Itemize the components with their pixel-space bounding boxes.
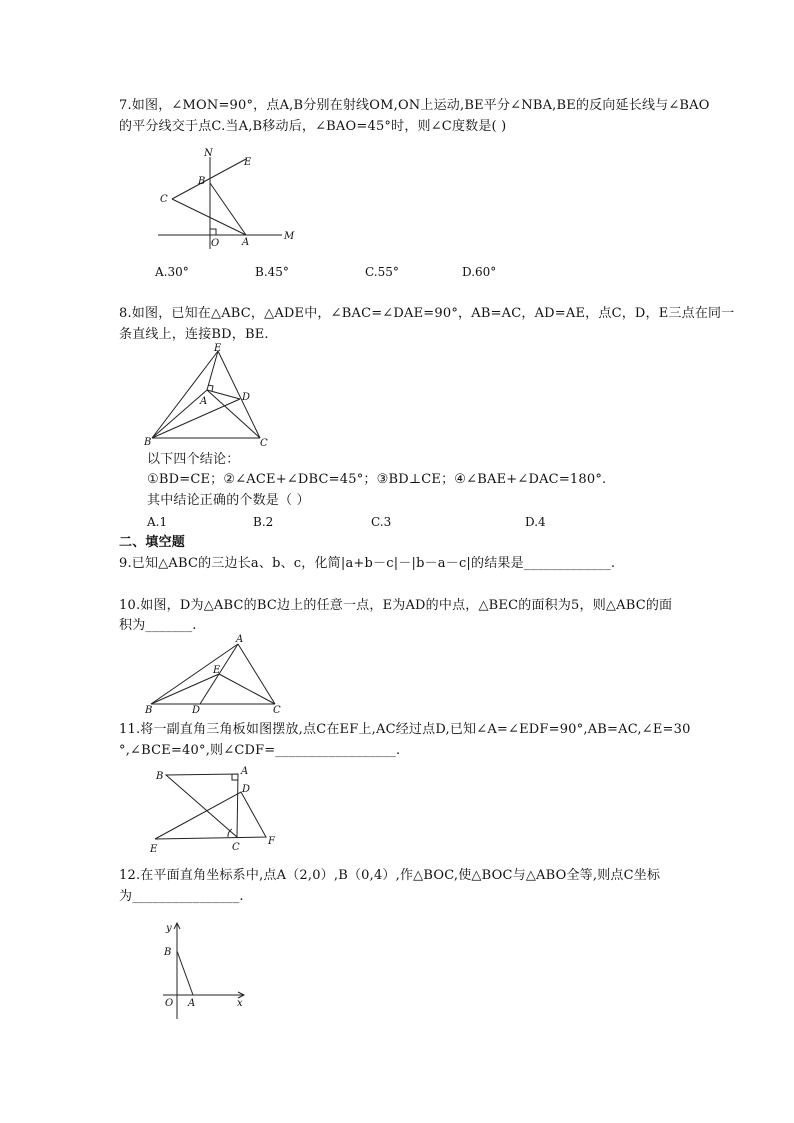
q12-label-x: x [237,998,243,1009]
q11-text-line2: °,∠BCE=40°,则∠CDF=__________________. [119,743,401,758]
q8-option-c[interactable]: C.3 [371,515,392,529]
q7-label-b: B [198,176,206,187]
q8-text-line3: 以下四个结论： [147,452,240,467]
q7-label-m: M [284,231,295,242]
q10-label-d: D [192,705,201,716]
q7-label-o: O [211,238,220,249]
q7-label-a: A [242,237,250,248]
q10-segment-ba [151,644,238,704]
q12-text-line2: 为________________. [119,889,244,904]
q10-label-a: A [236,634,244,645]
q11-label-b: B [156,771,164,782]
q12-label-a: A [188,998,196,1009]
q7-option-a[interactable]: A.30° [155,265,189,279]
q10-segment-ac [238,644,275,704]
q10-segment-be [151,674,219,704]
q8-label-a: A [200,396,208,407]
q11-label-a: A [241,766,249,777]
q8-text-line1: 8.如图，已知在△ABC，△ADE中，∠BAC=∠DAE=90°，AB=AC，AD=AE，点C，D，E三点在同一 [119,306,735,321]
q10-label-b: B [145,705,153,716]
q10-label-c: C [273,705,281,716]
q10-label-e: E [213,665,221,676]
q7-segment-ce [172,159,246,199]
q10-segment-ec [219,674,275,704]
q12-text-line1: 12.在平面直角坐标系中,点A（2,0）,B（0,4）,作△BOC,使△BOC与△ABO全等,则点C坐标 [119,868,661,883]
q11-triangle-edf [155,792,266,839]
q11-label-d: D [242,784,251,795]
q8-text-line2: 条直线上，连接BD，BE. [119,327,269,342]
q12-label-o: O [165,998,174,1009]
q12-figure [157,918,257,1023]
q10-text-line1: 10.如图，D为△ABC的BC边上的任意一点，E为AD的中点，△BEC的面积为5，则△ABC的面 [119,598,673,613]
q9-text-line1: 9.已知△ABC的三边长a、b、c，化简|a+b－c|－|b－a－c|的结果是_____________. [119,556,616,571]
q8-option-b[interactable]: B.2 [253,515,274,529]
q7-right-angle-mark [210,229,216,235]
q12-label-b: B [164,947,172,958]
section-title-fill-in: 二、填空题 [119,535,186,550]
q7-label-n: N [204,148,213,159]
q11-text-line1: 11.将一副直角三角板如图摆放,点C在EF上,AC经过点D,已知∠A=∠EDF=90°,AB=AC,∠E=30 [119,722,691,737]
q7-segment-ca [172,199,246,235]
q8-label-e: E [214,343,222,354]
q11-label-c: C [232,842,240,853]
q12-segment-ba [177,951,193,995]
q7-option-c[interactable]: C.55° [365,265,399,279]
q10-figure [145,634,285,714]
q12-label-y: y [166,923,172,934]
q11-figure [148,765,288,855]
q8-segment-ea [207,351,218,390]
q8-label-b: B [144,437,152,448]
q8-segment-be [152,351,218,438]
q8-label-c: C [260,438,268,449]
q8-segment-bd [152,399,240,438]
q11-label-e: E [150,844,158,855]
q7-text-line2: 的平分线交于点C.当A,B移动后，∠BAO=45°时，则∠C度数是( ) [119,119,507,134]
q7-option-d[interactable]: D.60° [462,265,497,279]
q10-text-line2: 积为_______. [119,618,197,633]
q8-option-a[interactable]: A.1 [147,515,168,529]
q8-text-line5: 其中结论正确的个数是（ ） [147,493,310,508]
q7-segment-ba [210,183,246,235]
q7-label-c: C [160,194,168,205]
q7-figure [150,145,300,250]
q8-option-d[interactable]: D.4 [525,515,546,529]
q7-label-e: E [244,157,252,168]
q7-text-line1: 7.如图，∠MON=90°，点A,B分别在射线OM,ON上运动,BE平分∠NBA,BE的反向延长线与∠BAO [119,98,710,113]
q11-right-angle-mark-a [232,774,238,780]
q8-label-d: D [242,392,251,403]
q8-segment-ba [152,390,207,438]
q8-text-line4: ①BD=CE；②∠ACE+∠DBC=45°；③BD⊥CE；④∠BAE+∠DAC=180°. [147,472,607,487]
q7-option-b[interactable]: B.45° [255,265,289,279]
q11-label-f: F [268,836,275,847]
q8-figure [140,343,280,448]
